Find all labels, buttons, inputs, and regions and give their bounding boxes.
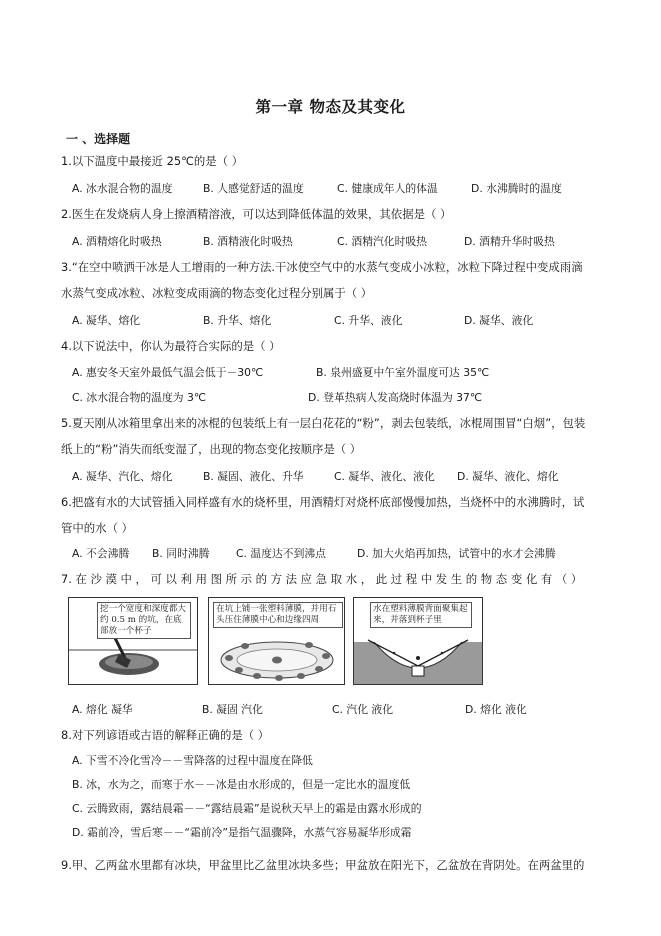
question-4-stem: 4.以下说法中，你认为最符合实际的是（ ） (61, 339, 281, 353)
question-3-options (72, 313, 612, 335)
option-b: B. 冰，水为之，而寒于水－－冰是由水形成的，但是一定比水的温度低 (72, 778, 411, 791)
option-d: D. 加大火焰再加热，试管中的水才会沸腾 (357, 547, 556, 560)
option-d: D. 熔化 液化 (465, 703, 527, 716)
question-1-stem: 1.以下温度中最接近 25℃的是（ ） (61, 154, 244, 168)
option-d: D. 水沸腾时的温度 (471, 182, 562, 195)
option-d: D. 凝华、液化 (464, 314, 534, 327)
option-d: D. 霜前冷，雪后寒－－“霜前冷”是指气温骤降，水蒸气容易凝华形成霜 (72, 826, 412, 839)
figure-3-caption: 水在塑料薄膜背面聚集起来，并落到杯子里 (370, 602, 472, 628)
question-6-options (72, 546, 612, 568)
question-6-stem-line-1: 6.把盛有水的大试管插入同样盛有水的烧杯里，用酒精灯对烧杯底部慢慢加热，当烧杯中的水沸腾时，试 (61, 495, 585, 509)
option-a: A. 熔化 凝华 (72, 703, 133, 716)
question-4-options-row-2 (72, 390, 612, 412)
option-c: C. 健康成年人的体温 (337, 182, 438, 195)
question-3-stem-line-1: 3.“在空中喷洒干冰是人工增雨的一种方法.干冰使空气中的水蒸气变成小冰粒，冰粒下降过程中变成雨滴 (61, 260, 583, 274)
question-2-stem: 2.医生在发烧病人身上擦酒精溶液，可以达到降低体温的效果，其依据是（ ） (61, 207, 452, 221)
figure-plastic-film (208, 597, 345, 685)
question-2-options (72, 234, 612, 256)
question-5-options (72, 469, 612, 491)
option-d: D. 酒精升华时吸热 (464, 235, 555, 248)
question-7-options (72, 702, 612, 724)
option-a: A. 不会沸腾 (72, 547, 130, 560)
option-a: A. 冰水混合物的温度 (72, 182, 173, 195)
option-b: B. 同时沸腾 (152, 547, 210, 560)
option-c: C. 云腾致雨，露结晨霜－－“露结晨霜”是说秋天早上的霜是由露水形成的 (72, 802, 422, 815)
figure-water-collect (353, 597, 483, 685)
question-4-options-row-1 (72, 365, 612, 387)
option-b: B. 酒精液化时吸热 (203, 235, 293, 248)
option-d: D. 凝华、液化、熔化 (457, 470, 559, 483)
option-c: C. 汽化 液化 (332, 703, 394, 716)
figure-dig-pit (68, 597, 198, 685)
question-6-stem-line-2: 管中的水（ ） (61, 521, 133, 535)
question-1-options (72, 181, 612, 203)
question-9-stem: 9.甲、乙两盆水里都有冰块，甲盆里比乙盆里冰块多些；甲盆放在阳光下，乙盆放在背阴处。在两盆里的 (61, 858, 585, 872)
option-a: A. 下雪不冷化雪冷－－雪降落的过程中温度在降低 (72, 754, 313, 767)
question-5-stem-line-1: 5.夏天刚从冰箱里拿出来的冰棍的包装纸上有一层白花花的“粉”，剥去包装纸，冰棍周围冒“白烟”，包装 (61, 416, 586, 430)
question-8-options (72, 749, 422, 845)
option-b: B. 凝固、液化、升华 (203, 470, 304, 483)
option-a: A. 凝华、汽化、熔化 (72, 470, 173, 483)
option-a: A. 酒精熔化时吸热 (72, 235, 162, 248)
option-a: A. 凝华、熔化 (72, 314, 141, 327)
option-c: C. 冰水混合物的温度为 3℃ (72, 391, 207, 404)
page-title: 第一章 物态及其变化 (255, 98, 406, 116)
option-c: C. 温度达不到沸点 (236, 547, 326, 560)
figure-1-caption: 挖一个宽度和深度都大约 0.5 m 的坑，在底部放一个杯子 (97, 602, 191, 639)
option-b: B. 升华、熔化 (203, 314, 272, 327)
option-a: A. 惠安冬天室外最低气温会低于－30℃ (72, 366, 264, 379)
figure-2-caption: 在坑上铺一张塑料薄膜，并用石头压住薄膜中心和边缘四周 (213, 602, 343, 628)
question-5-stem-line-2: 纸上的“粉”消失而纸变湿了，出现的物态变化按顺序是（ ） (61, 442, 362, 456)
option-c: C. 升华、液化 (334, 314, 403, 327)
option-d: D. 登革热病人发高烧时体温为 37℃ (308, 391, 483, 404)
section-heading: 一 、选择题 (66, 132, 131, 146)
option-c: C. 凝华、液化、液化 (334, 470, 435, 483)
question-8-stem: 8.对下列谚语或古语的解释正确的是（ ） (61, 728, 270, 742)
option-b: B. 泉州盛夏中午室外温度可达 35℃ (316, 366, 490, 379)
question-7-stem: 7. 在 沙 漠 中 ， 可 以 利 用 图 所 示 的 方 法 应 急 取 水 ， 此 过 程 中 发 生 的 物 态 变 化 有 （ ） (61, 572, 583, 586)
option-c: C. 酒精汽化时吸热 (337, 235, 427, 248)
option-b: B. 凝固 汽化 (202, 703, 263, 716)
option-b: B. 人感觉舒适的温度 (203, 182, 304, 195)
question-3-stem-line-2: 水蒸气变成冰粒、冰粒变成雨滴的物态变化过程分别属于（ ） (61, 286, 373, 300)
